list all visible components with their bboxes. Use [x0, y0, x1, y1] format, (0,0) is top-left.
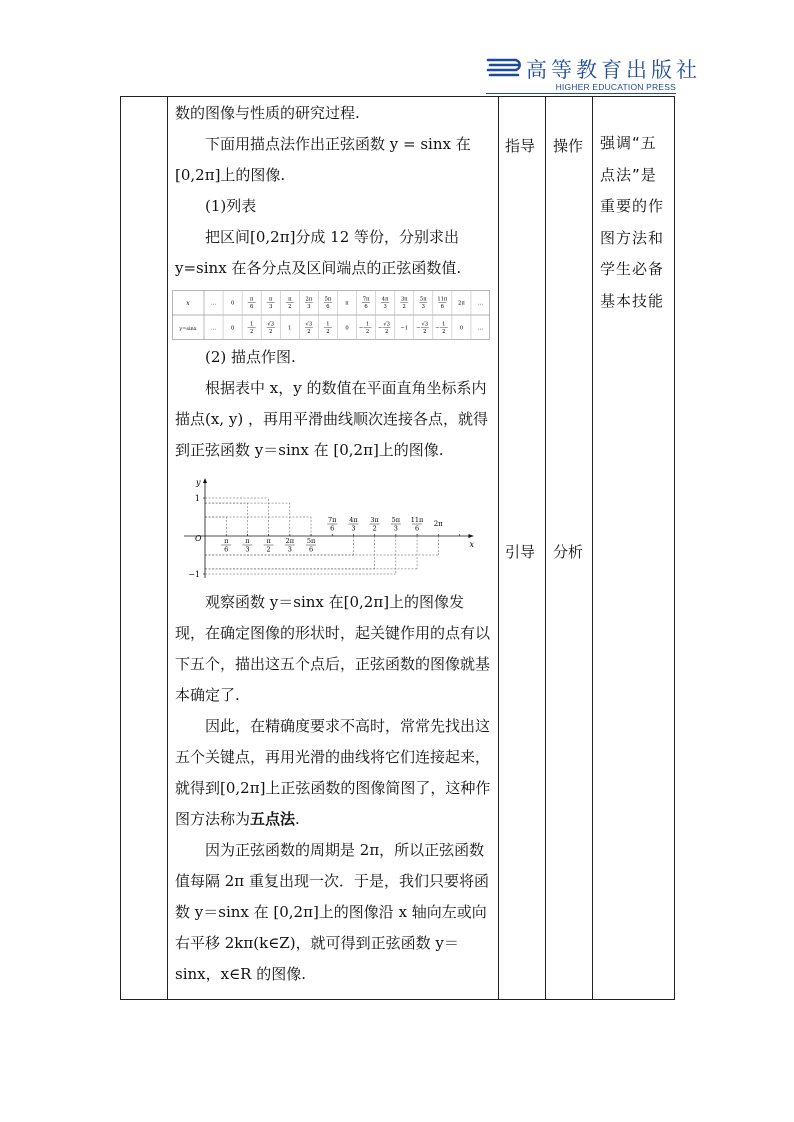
y-value-cell-den: 2: [442, 329, 446, 335]
y-value-cell-num: √3: [421, 321, 429, 328]
y-value-cell-num: 1: [442, 321, 446, 328]
x-value-cell-den: 3: [269, 304, 273, 310]
x-value-cell-den: 3: [421, 304, 425, 310]
student-activity-operate: 操作: [553, 137, 584, 155]
y-tick-label: 1: [194, 494, 200, 503]
y-value-cell-sign: −: [377, 325, 383, 332]
x-tick-label-den: 3: [245, 545, 250, 554]
x-value-cell-den: 6: [364, 304, 368, 310]
sine-value-table-svg: [172, 290, 490, 340]
x-tick-label-num: 5π: [306, 537, 316, 545]
design-note: 强调“五点法”是重要的作图方法和学生必备基本技能: [600, 134, 665, 310]
x-value-cell-den: 3: [383, 304, 387, 310]
column-divider-3: [545, 96, 546, 1000]
hep-logo-icon: [486, 56, 522, 82]
x-tick-label-num: 11π: [410, 516, 424, 524]
step-plot-points: (2) 描点作图.: [205, 348, 296, 366]
x-axis-arrow: [468, 534, 473, 538]
column-divider-1: [167, 96, 168, 1000]
y-value-cell-den: 2: [250, 329, 254, 335]
five-point-term: 五点法: [250, 810, 296, 828]
y-value-cell-num: √3: [267, 321, 275, 328]
y-value-cell-sign: −: [416, 325, 421, 332]
paragraph-observation: 观察函数 y＝sinx 在[0,2π]上的图像发现，在确定图像的形状时，起关键作用的点有以下五个，描出这五个点后，正弦函数的图像就基本确定了.: [175, 593, 491, 704]
x-axis-label: x: [469, 540, 474, 549]
y-value-cell: 0: [345, 325, 349, 332]
y-value-cell-num: √3: [305, 321, 313, 328]
y-value-cell: −1: [400, 325, 409, 332]
x-tick-label-den: 2: [266, 545, 271, 554]
publisher-name-en: HIGHER EDUCATION PRESS: [555, 82, 676, 92]
column-divider-2: [498, 96, 499, 1000]
y-value-cell-sign: −: [358, 325, 364, 332]
x-tick-label-den: 6: [224, 545, 229, 554]
x-value-cell-num: 7π: [362, 296, 370, 303]
x-tick-label-den: 2: [372, 524, 377, 533]
y-value-cell-num: 1: [250, 321, 254, 328]
x-tick-label-num: 2π: [285, 537, 295, 545]
y-value-cell: 0: [230, 325, 235, 332]
teacher-activity-guide: 指导: [505, 137, 536, 155]
x-tick-label: 2π: [433, 520, 443, 528]
y-value-cell: …: [210, 325, 217, 332]
sine-graph-svg: [180, 476, 490, 582]
x-tick-label-num: π: [224, 537, 229, 545]
x-tick-label-num: 5π: [391, 516, 401, 524]
x-value-cell-num: 4π: [381, 296, 389, 303]
publisher-logo: [486, 52, 701, 94]
x-value-cell-den: 2: [288, 304, 292, 310]
x-value-cell-num: 5π: [419, 296, 427, 303]
x-tick-label-den: 3: [287, 545, 292, 554]
teacher-activity-lead: 引导: [505, 543, 536, 561]
paragraph-five-point-method: [175, 711, 493, 835]
x-value-cell-num: 11π: [437, 296, 448, 303]
y-axis-label: y: [196, 478, 201, 487]
y-tick-label: −1: [188, 570, 200, 579]
y-value-cell-den: 2: [326, 329, 330, 335]
header-divider: [486, 93, 676, 94]
x-tick-label-num: 3π: [370, 516, 379, 524]
x-tick-label-num: 4π: [349, 516, 358, 524]
paragraph-method: 下面用描点法作出正弦函数 y = sinx 在 [0,2π]上的图像.: [175, 135, 471, 184]
y-value-cell: 0: [459, 325, 464, 332]
x-value-cell-num: 2π: [305, 296, 313, 303]
x-tick-label-den: 6: [414, 524, 420, 533]
five-point-period: .: [295, 810, 300, 828]
student-activity-analyze: 分析: [553, 543, 584, 561]
five-point-text: 因此，在精确度要求不高时，常常先找出这五个关键点，再用光滑的曲线将它们连接起来，就得到[0,2π]上正弦函数的图像简图了，这种作图方法称为: [175, 717, 491, 828]
x-value-cell-den: 2: [402, 304, 406, 310]
sine-value-table: [172, 290, 490, 340]
y-value-cell-den: 2: [423, 329, 427, 335]
value-table-y-label: y=sinx: [179, 326, 197, 332]
publisher-name-cn: 高等教育出版社: [526, 58, 701, 82]
x-value-cell-num: π: [288, 296, 292, 303]
y-value-cell-sign: −: [435, 325, 440, 332]
paragraph-plot-description: 根据表中 x，y 的数值在平面直角坐标系内描点(x, y) ，再用平滑曲线顺次连接各点，就得到正弦函数 y＝sinx 在 [0,2π]上的图像.: [175, 379, 488, 459]
paragraph-divide-interval: 把区间[0,2π]分成 12 等份，分别求出 y=sinx 在各分点及区间端点的正弦函数值.: [175, 228, 462, 277]
x-value-cell-den: 3: [307, 304, 311, 310]
x-tick-label-num: π: [266, 537, 271, 545]
y-value-cell: …: [477, 325, 484, 332]
y-value-cell-num: 1: [365, 321, 370, 328]
y-value-cell: 1: [288, 325, 292, 332]
x-tick-label-den: 3: [393, 524, 398, 533]
origin-label: O: [195, 534, 202, 543]
column-divider-4: [592, 96, 593, 1000]
x-value-cell-num: 3π: [400, 296, 408, 303]
x-value-cell: π: [345, 300, 349, 307]
x-value-cell: 0: [230, 300, 235, 307]
x-value-cell-den: 6: [326, 304, 330, 310]
y-value-cell-num: √3: [383, 321, 390, 328]
y-value-cell-den: 2: [384, 329, 389, 335]
sine-graph: [180, 476, 490, 582]
value-table-x-label: x: [186, 300, 190, 307]
x-value-cell-num: π: [249, 296, 254, 303]
step-list-table: (1)列表: [205, 197, 257, 215]
x-value-cell-den: 6: [250, 304, 254, 310]
y-value-cell-den: 2: [365, 329, 370, 335]
x-value-cell: …: [210, 300, 217, 307]
x-tick-label-num: π: [245, 537, 250, 545]
x-tick-label-den: 6: [330, 524, 335, 533]
y-value-cell-den: 2: [307, 329, 311, 335]
x-value-cell: 2π: [458, 300, 465, 307]
x-value-cell-num: 5π: [324, 296, 332, 303]
x-tick-label-den: 3: [351, 524, 356, 533]
x-value-cell: …: [477, 300, 484, 307]
x-tick-label-den: 6: [308, 545, 314, 554]
y-value-cell-num: 1: [326, 321, 330, 328]
paragraph-intro-end: 数的图像与性质的研究过程.: [175, 104, 360, 122]
paragraph-periodicity: 因为正弦函数的周期是 2π，所以正弦函数值每隔 2π 重复出现一次．于是，我们只要将函数 y＝sinx 在 [0,2π]上的图像沿 x 轴向左或向右平移 2kπ(k∈Z)，就可得到正弦函数 y＝sinx，x∈R 的图像.: [175, 841, 489, 983]
y-axis-arrow: [203, 478, 207, 483]
x-value-cell-den: 6: [440, 304, 444, 310]
x-value-cell-num: π: [269, 296, 273, 303]
y-value-cell-den: 2: [269, 329, 273, 335]
x-tick-label-num: 7π: [328, 516, 337, 524]
